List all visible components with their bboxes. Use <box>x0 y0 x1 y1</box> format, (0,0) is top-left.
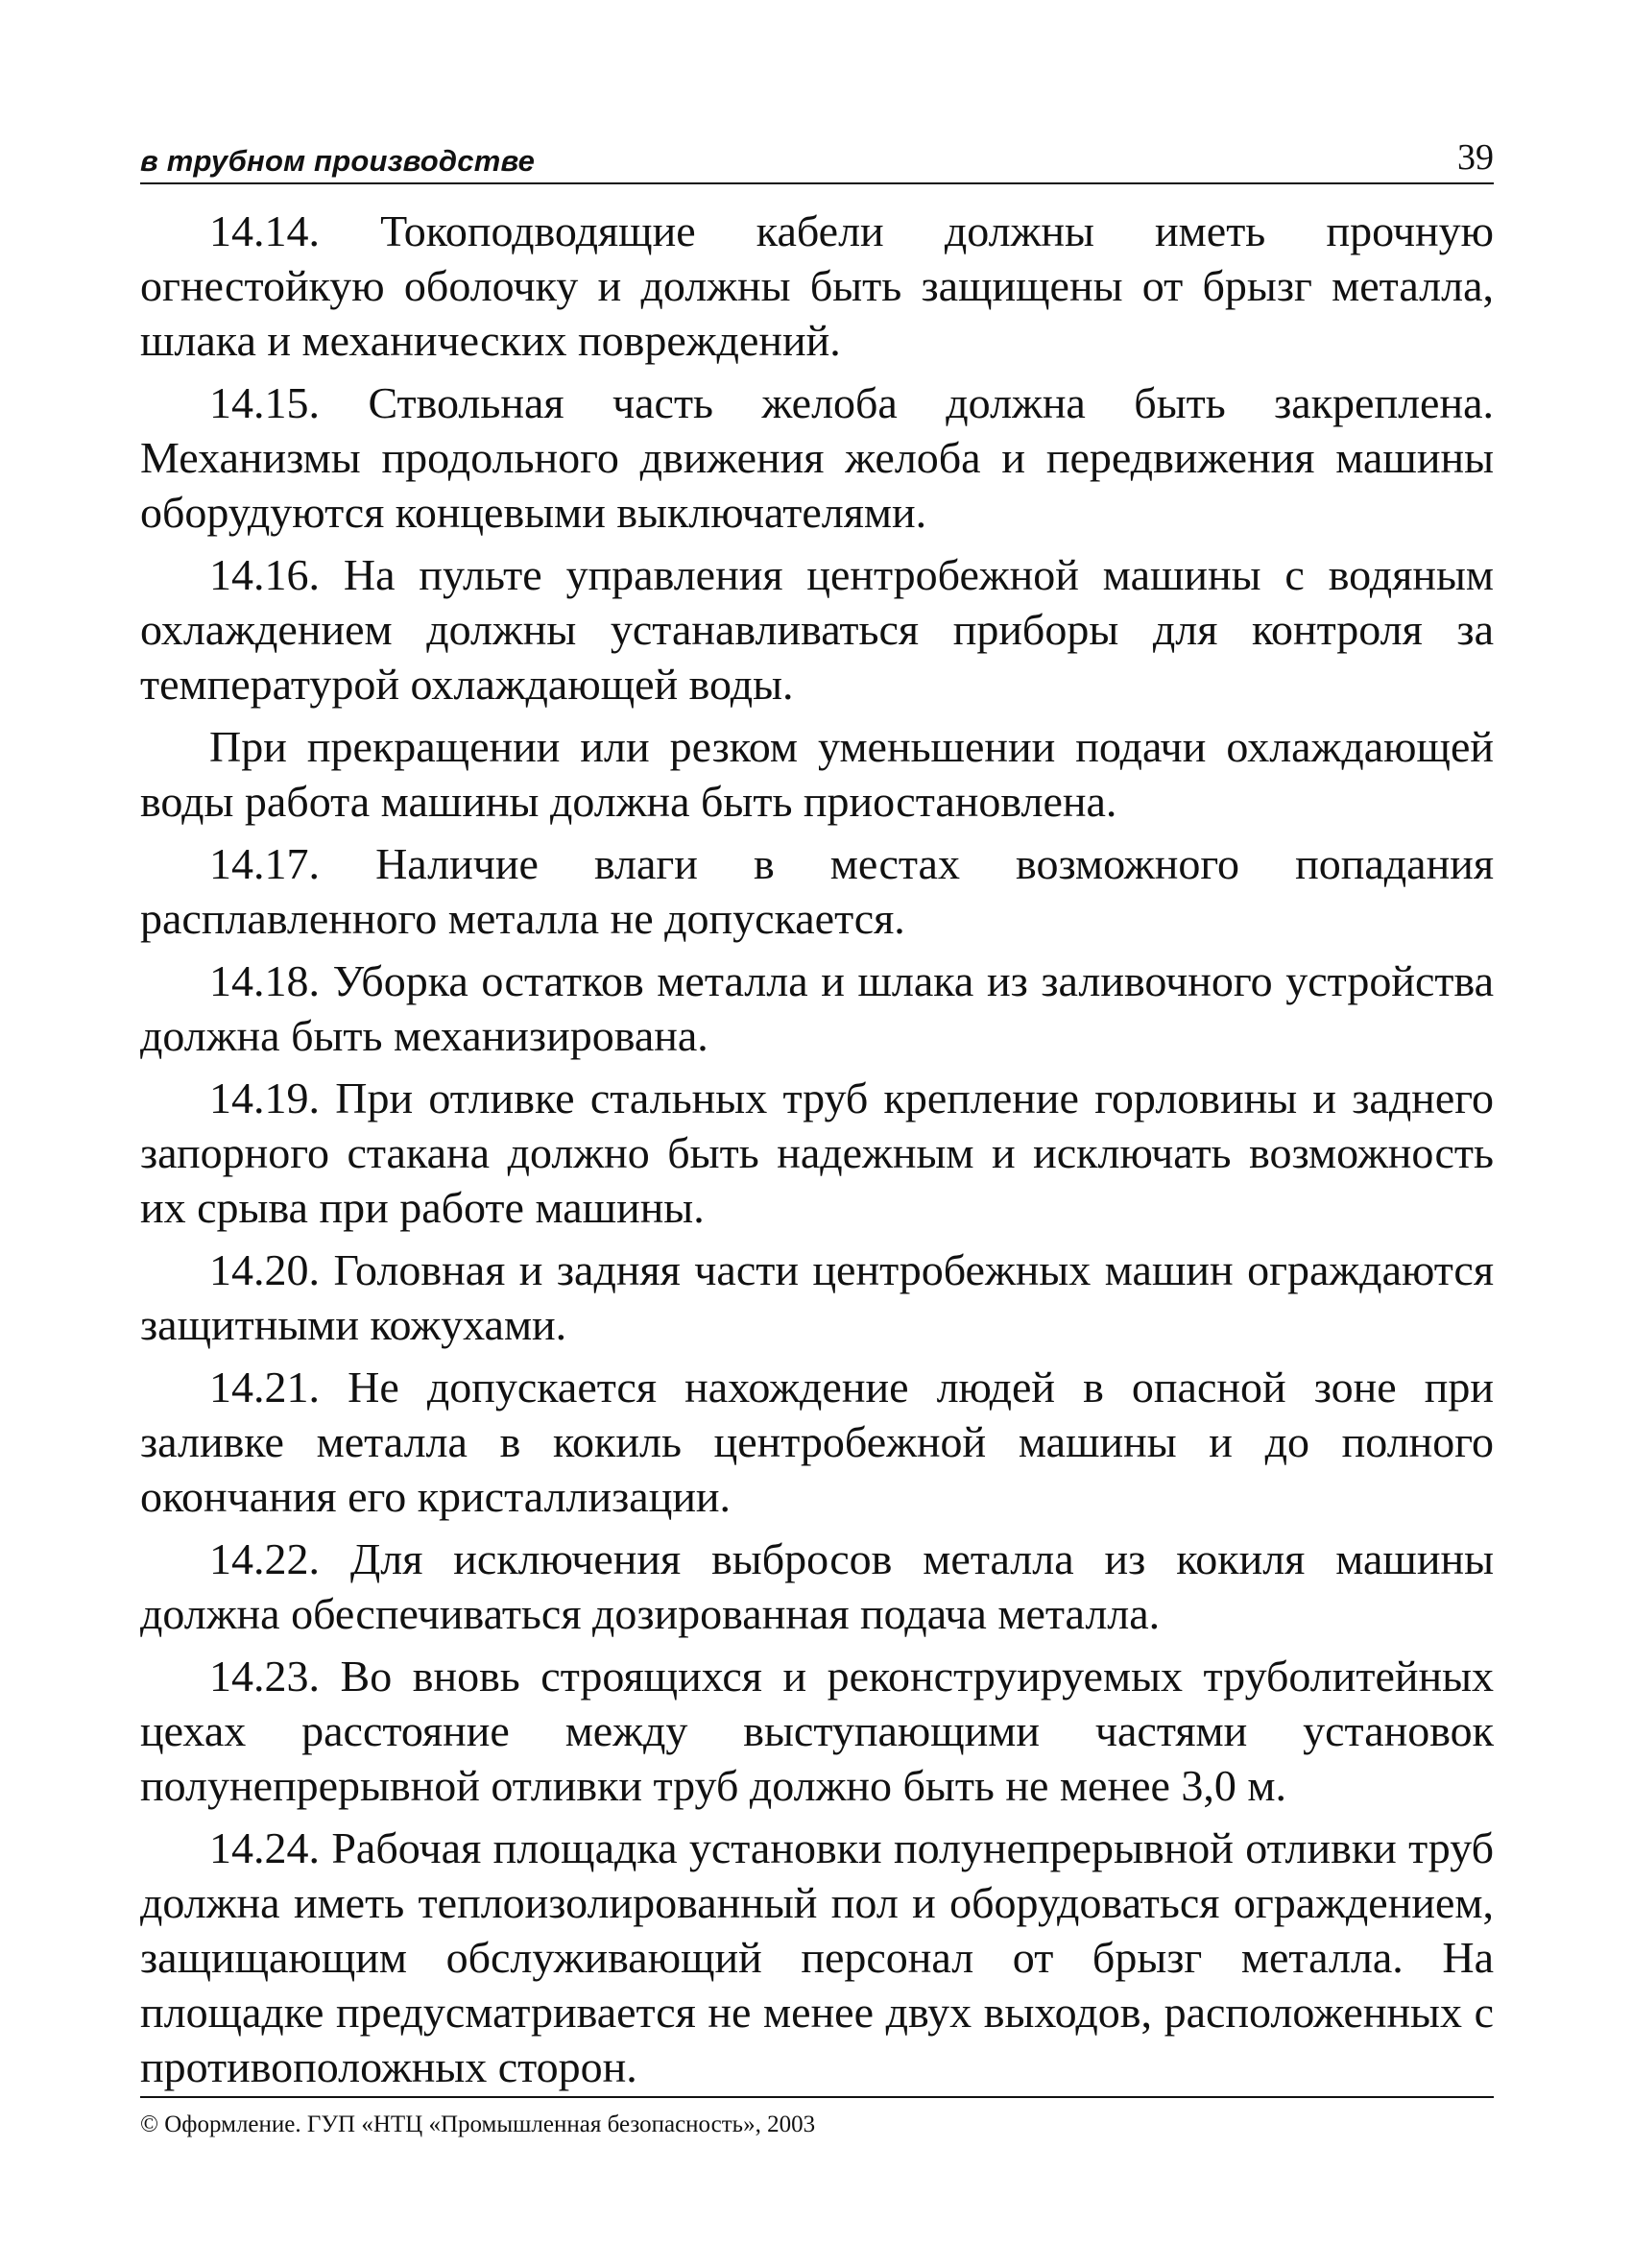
paragraph-14-16: 14.16. На пульте управления центробежной машины с водяным охлаждением должны устанавливаться приборы для контроля за температурой охлаждающей воды. <box>140 550 1494 709</box>
paragraph-14-14: 14.14. Токоподводящие кабели должны иметь прочную огнестойкую оболочку и должны быть защищены от брызг металла, шлака и механических повреждений. <box>140 206 1494 365</box>
running-header <box>140 133 1494 184</box>
paragraph-14-19: 14.19. При отливке стальных труб крепление горловины и заднего запорного стакана должно быть надежным и исключать возможность их срыва при работе машины. <box>140 1074 1494 1232</box>
paragraph-14-20: 14.20. Головная и задняя части центробежных машин ограждаются защитными кожухами. <box>140 1245 1494 1349</box>
document-page <box>140 0 1494 2268</box>
paragraph-14-21: 14.21. Не допускается нахождение людей в опасной зоне при заливке металла в кокиль центробежной машины и до полного окончания его кристаллизации. <box>140 1363 1494 1521</box>
paragraph-14-22: 14.22. Для исключения выбросов металла из кокиля машины должна обеспечиваться дозированная подача металла. <box>140 1534 1494 1638</box>
paragraph-14-23: 14.23. Во вновь строящихся и реконструируемых труболитейных цехах расстояние между выступающими частями установок полунепрерывной отливки труб должно быть не менее 3,0 м. <box>140 1652 1494 1810</box>
header-title: в трубном производстве <box>140 144 536 178</box>
copyright-notice: © Оформление. ГУП «НТЦ «Промышленная безопасность», 2003 <box>140 2111 816 2137</box>
paragraph-14-15: 14.15. Ствольная часть желоба должна быть закреплена. Механизмы продольного движения желоба и передвижения машины оборудуются концевыми выключателями. <box>140 378 1494 537</box>
page-number: 39 <box>1457 137 1494 178</box>
paragraph-14-24: 14.24. Рабочая площадка установки полунепрерывной отливки труб должна иметь теплоизолированный пол и оборудоваться ограждением, защищающим обслуживающий персонал от брызг металла. На площадке предусматривается не менее двух выходов, расположенных с противоположных сторон. <box>140 1823 1494 2091</box>
paragraph-14-17: 14.17. Наличие влаги в местах возможного попадания расплавленного металла не допускается. <box>140 839 1494 943</box>
paragraph-14-16-continued: При прекращении или резком уменьшении подачи охлаждающей воды работа машины должна быть приостановлена. <box>140 722 1494 826</box>
paragraph-14-18: 14.18. Уборка остатков металла и шлака из заливочного устройства должна быть механизирована. <box>140 956 1494 1060</box>
body-text <box>140 204 1494 2102</box>
page-footer <box>140 2096 1494 2140</box>
